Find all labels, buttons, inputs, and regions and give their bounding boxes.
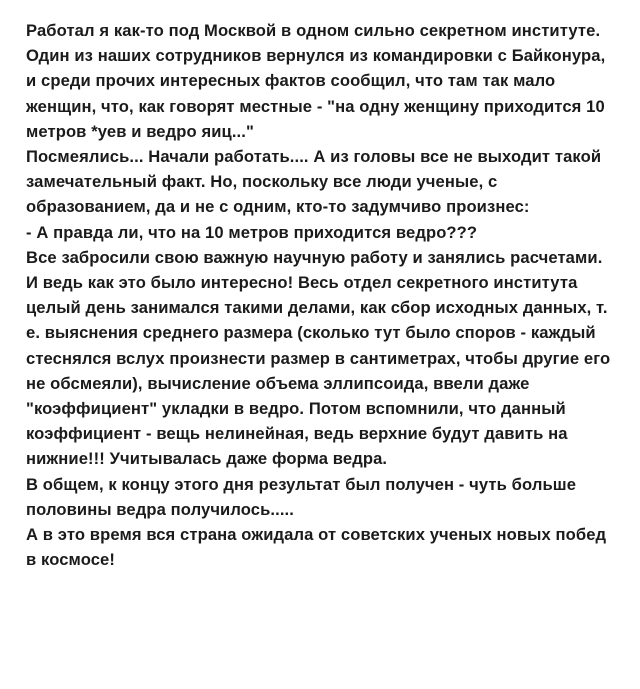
paragraph-5: В общем, к концу этого дня результат был получен - чуть больше половины ведра получилось.....	[26, 474, 581, 519]
paragraph-6: А в это время вся страна ожидала от советских ученых новых побед в космосе!	[26, 525, 611, 570]
paragraph-1: Работал я как-то под Москвой в одном сильно секретном институте. Один из наших сотрудников вернулся из командировки с Байконура, и среди прочих интересных фактов сообщил, что там так мало женщин, что, как говорят местные - "на одну женщину приходится 10 метров *уев и ведро яиц..."	[26, 21, 611, 141]
story-text-block	[26, 18, 618, 572]
paragraph-3: - А правда ли, что на 10 метров приходится ведро???	[26, 222, 478, 242]
paragraph-4: Все забросили свою важную научную работу и занялись расчетами. И ведь как это было интересно! Весь отдел секретного института целый день занимался такими делами, как сбор исходных данных, т. е. выяснения среднего размера (сколько тут было споров - каждый стеснялся вслух произнести размер в сантиметрах, чтобы другие его не обсмеяли), вычисление объема эллипсоида, ввели даже "коэффициент" укладки в ведро. Потом вспомнили, что данный коэффициент - вещь нелинейная, ведь верхние будут давить на нижние!!! Учитывалась даже форма ведра.	[26, 247, 616, 469]
paragraph-2: Посмеялись... Начали работать.... А из головы все не выходит такой замечательный факт. Но, поскольку все люди ученые, с образованием, да и не с одним, кто-то задумчиво произнес:	[26, 147, 606, 217]
